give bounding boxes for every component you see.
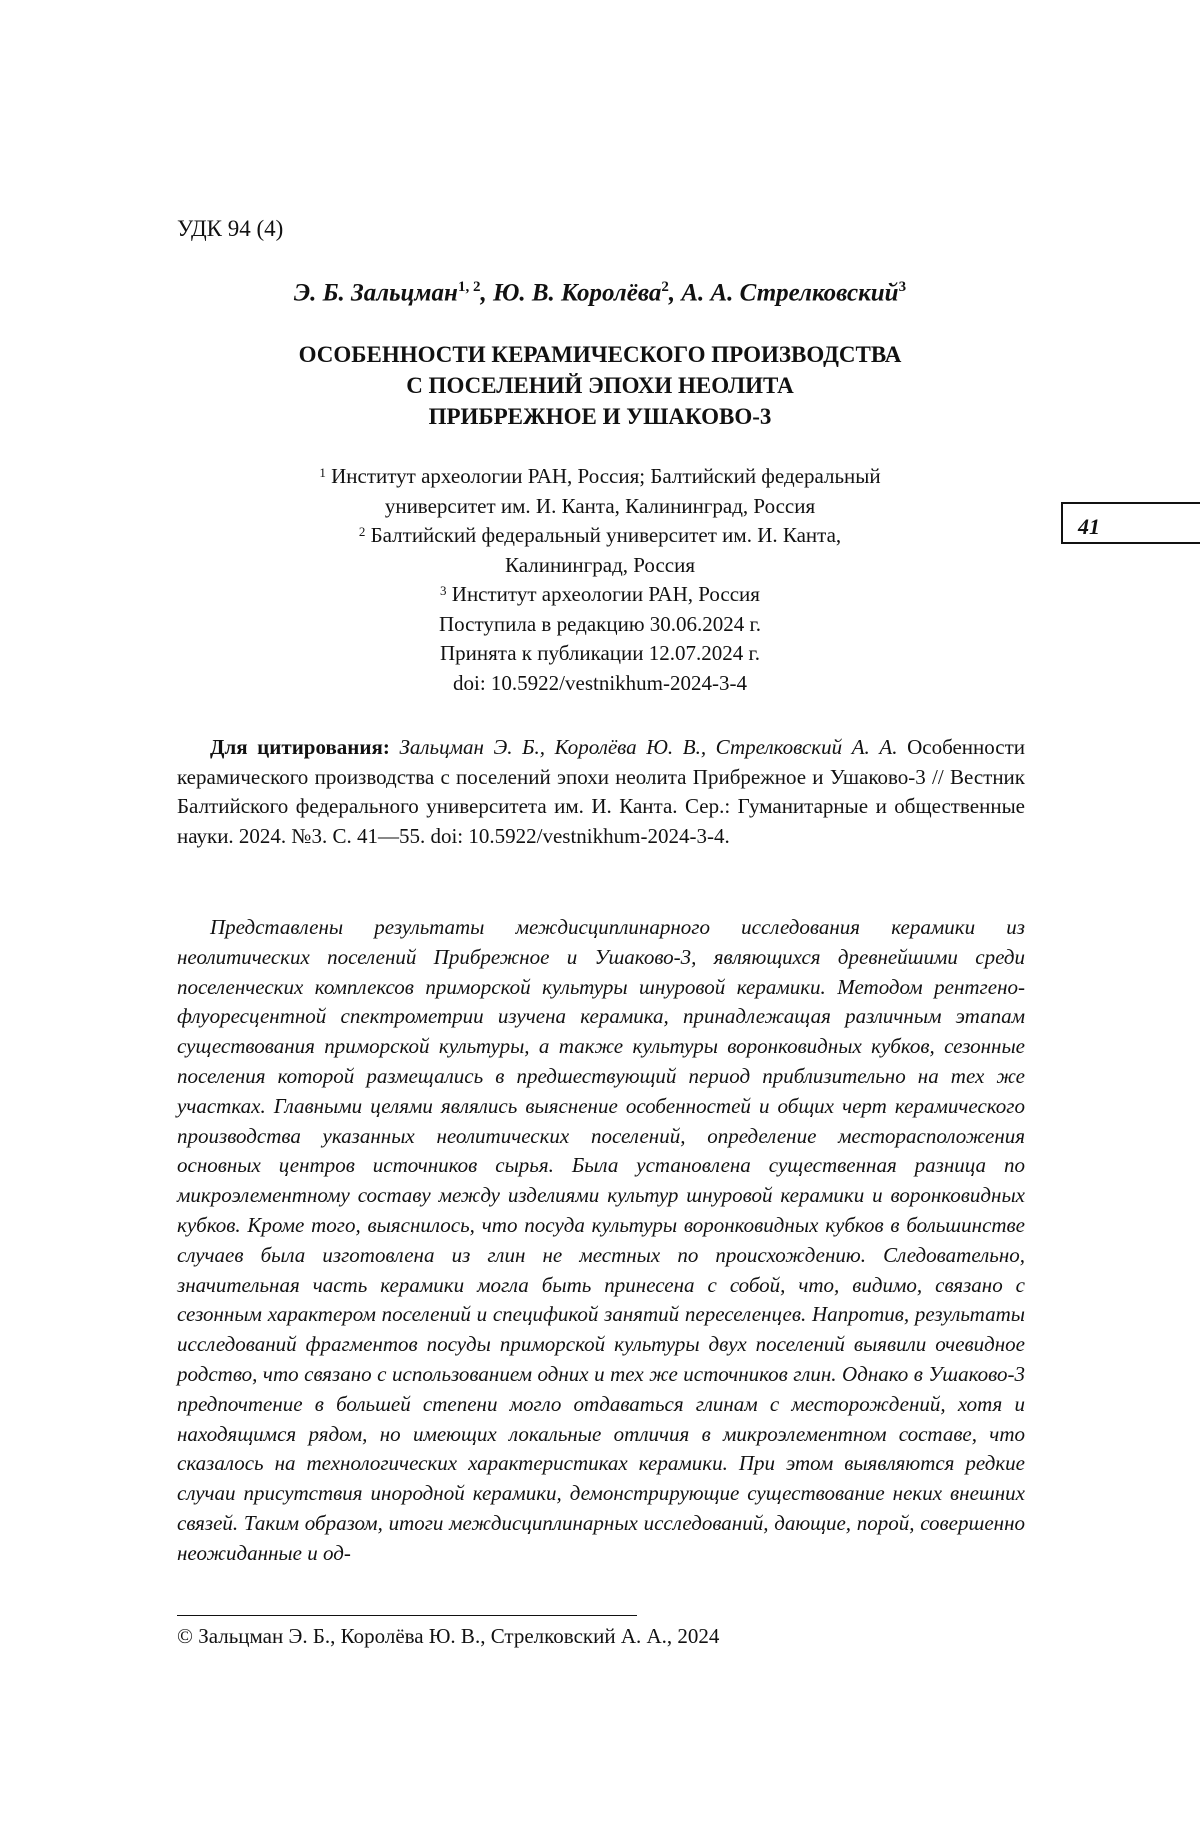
article-title <box>0 339 1200 432</box>
doi: doi: 10.5922/vestnikhum-2024-3-4 <box>453 670 747 695</box>
author-name: А. А. Стрелковский <box>681 279 899 307</box>
affiliation-line <box>0 521 1200 551</box>
author-separator: , <box>480 279 493 307</box>
received-date: Поступила в редакцию 30.06.2024 г. <box>438 611 761 636</box>
affiliation-text: Балтийский федеральный университет им. И. Канта, <box>370 523 842 547</box>
citation-text: Особенности керамического производства с поселений эпохи неолита Прибрежное и Ушаково-3 // Вестник Балтийского федерального университета им. И. Канта. Сер.: Гуманитарные и общественные науки. 2024. №3. С. 41—55. doi: 10.5922/vestnikhum-2024-3-4. <box>177 735 1026 848</box>
authors-line <box>0 279 1200 307</box>
author-affiliation-mark: 2 <box>661 279 669 295</box>
author-separator: , <box>668 279 682 307</box>
author-name: Ю. В. Королёва <box>492 279 662 307</box>
affiliation-line <box>0 462 1200 492</box>
affiliation-line <box>0 580 1200 610</box>
citation-authors: Зальцман Э. Б., Королёва Ю. В., Стрелковский А. А. <box>399 735 898 759</box>
affiliation-text: Институт археологии РАН, Россия <box>451 582 760 606</box>
affiliation-mark: 1 <box>319 465 326 480</box>
title-line: ОСОБЕННОСТИ КЕРАМИЧЕСКОГО ПРОИЗВОДСТВА <box>298 342 902 367</box>
affiliation-text: Институт археологии РАН, Россия; Балтийский федеральный <box>331 464 881 488</box>
affiliation-mark: 3 <box>440 583 447 598</box>
udk-code: УДК 94 (4) <box>177 216 284 241</box>
title-line: С ПОСЕЛЕНИЙ ЭПОХИ НЕОЛИТА <box>406 373 794 398</box>
affiliation-line <box>0 492 1200 522</box>
affiliations-block <box>0 462 1200 698</box>
citation-paragraph <box>177 733 1025 851</box>
copyright-notice: © Зальцман Э. Б., Королёва Ю. В., Стрелковский А. А., 2024 <box>177 1624 720 1648</box>
affiliation-text: Калининград, Россия <box>504 552 695 577</box>
title-line: ПРИБРЕЖНОЕ И УШАКОВО-3 <box>428 404 772 429</box>
affiliation-line <box>0 551 1200 581</box>
affiliation-mark: 2 <box>358 524 366 539</box>
abstract-paragraph: Представлены результаты междисциплинарного исследования керамики из неолитических поселений Прибрежное и Ушаково-3, являющихся древнейшими среди поселенческих комплексов приморской культуры шнуровой керамики. Методом рентгено-флуоресцентной спектрометрии изучена керамика, принадлежащая различным этапам существования приморской культуры, а также культуры воронковидных кубков, сезонные поселения которой размещались в предшествующий период приблизительно на тех же участках. Главными целями являлись выяснение особенностей и общих черт керамического производства указанных неолитических поселений, определение месторасположения основных центров источников сырья. Была установлена существенная разница по микроэлементному составу между изделиями культур шнуровой керамики и воронковидных кубков. Кроме того, выяснилось, что посуда культуры воронковидных кубков в большинстве случаев была изготовлена из глин не местных по происхождению. Следовательно, значительная часть керамики могла быть принесена с собой, что, видимо, связано с сезонным характером поселений и спецификой занятий переселенцев. Напротив, результаты исследований фрагментов посуды приморской культуры двух поселений выявили очевидное родство, что связано с использованием одних и тех же источников глин. Однако в Ушаково-3 предпочтение в большей степени могло отдаваться глинам с месторождений, хотя и находящимся рядом, но имеющих локальные отличия в микроэлементном составе, что сказалось на технологических характеристиках керамики. При этом выявляются редкие случаи присутствия инородной керамики, демонстрирующие существование неких внешних связей. Таким образом, итоги междисциплинарных исследований, дающие, порой, совершенно неожиданные и од- <box>177 915 1025 1565</box>
page-number: 41 <box>1078 514 1100 539</box>
citation-label: Для цитирования: <box>210 735 390 759</box>
author-affiliation-mark: 1, 2 <box>457 279 481 295</box>
footnote-divider <box>177 1615 637 1616</box>
affiliation-text: университет им. И. Канта, Калининград, Россия <box>384 493 816 518</box>
author-affiliation-mark: 3 <box>898 279 907 295</box>
author-name: Э. Б. Зальцман <box>293 279 458 307</box>
page-number-box <box>1061 502 1200 544</box>
accepted-date: Принята к публикации 12.07.2024 г. <box>439 641 760 665</box>
